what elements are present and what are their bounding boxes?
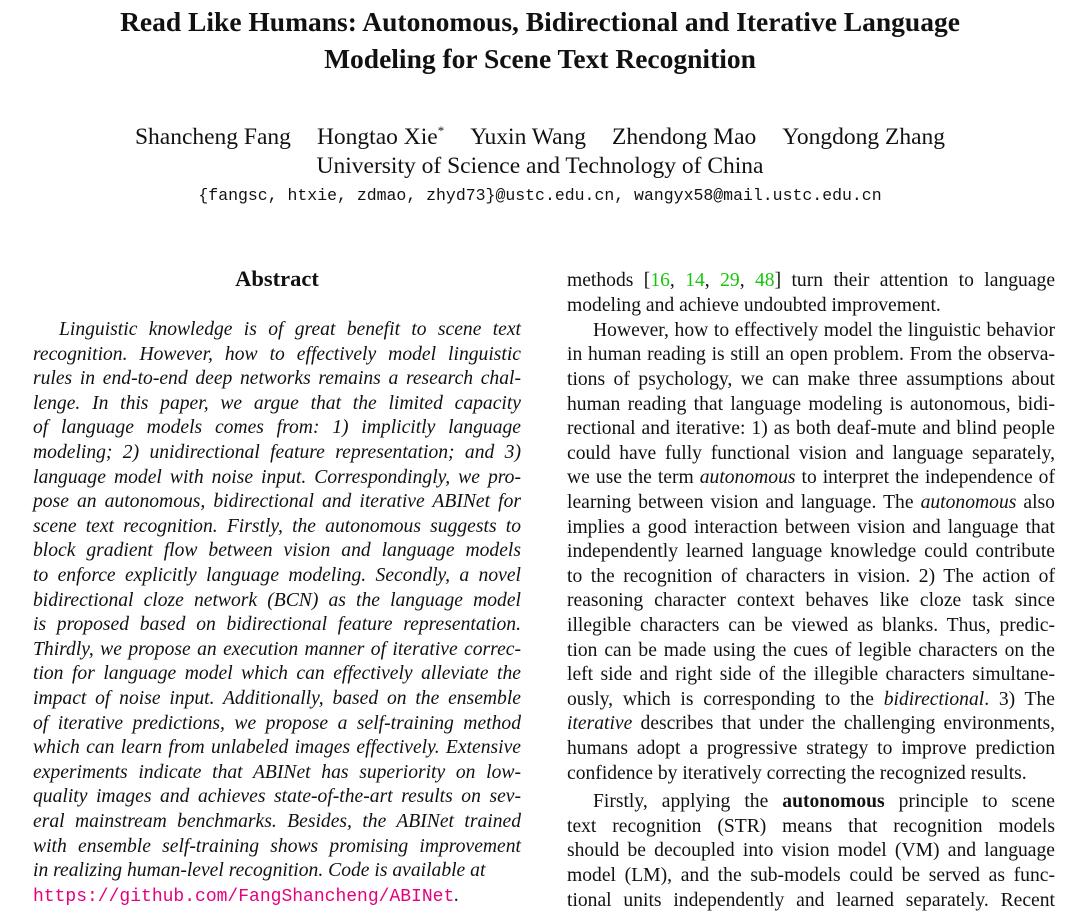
author-name: Shancheng Fang [134,124,291,150]
body-line: tion can be made using the cues of legible characters on the [567,639,1055,661]
body-line: implies a good interaction between vision and language that [567,516,1055,538]
abstract-line: recognition. However, how to effectively model linguistic [33,343,521,365]
citation-link[interactable]: 29 [720,270,740,291]
body-line [567,466,1055,491]
abstract-line: with ensemble self-training shows promising improvement [33,835,521,857]
body-line: humans adopt a progressive strategy to improve prediction [567,738,1055,759]
author-name: Yuxin Wang [470,124,587,150]
body-line: model (LM), and the sub-models could be served as func- [567,865,1055,886]
text-run: we use the term [567,467,700,489]
body-line: left side and right side of the illegible characters simultane- [567,664,1055,686]
citation-link[interactable]: 14 [685,270,705,291]
abstract-line: experiments indicate that ABINet has superiority on low- [33,761,521,783]
abstract-line: quality images and achieves state-of-the-art results on sev- [33,786,521,808]
text-run: learning between vision and language. The [567,492,921,513]
abstract-line: block gradient flow between vision and language models [33,540,521,562]
abstract-line: in realizing human-level recognition. Code is available at [33,860,486,882]
body-line: However, how to effectively model the linguistic behavior [593,319,1055,341]
bold-term: autonomous [782,791,885,813]
text-run: describes that under the challenging environments, [632,713,1055,735]
text-run: methods [ [567,270,651,291]
body-line: human reading that language modeling is autonomous, bidi- [567,393,1055,415]
abstract-line: scene text recognition. Firstly, the autonomous suggests to [33,515,521,537]
body-line: reasoning character context behaves like cloze task since [567,590,1055,612]
abstract-heading: Abstract [235,266,319,291]
text-run: . 3) The [984,688,1055,710]
body-line [567,712,1055,737]
body-line [567,790,1055,815]
abstract-line: Linguistic knowledge is of great benefit to scene text [59,319,521,340]
abstract-line: of language models comes from: 1) implicitly language [33,417,521,439]
abstract-line: eral mainstream benchmarks. Besides, the ABINet trained [33,811,521,832]
body-line: illegible characters can be viewed as blanks. Thus, predic- [567,615,1055,636]
body-line: in human reading is still an open problem. From the observa- [567,344,1055,366]
body-line: confidence by iteratively correcting the recognized results. [567,762,1027,784]
body-line: to the recognition of characters in vision. 2) The action of [567,565,1055,587]
abstract-line: is proposed based on bidirectional feature representation. [33,614,521,636]
emphasis-term: bidirectional [883,688,985,710]
body-line: tional units independently and learned separately. Recent [567,889,1055,911]
body-line: should be decoupled into vision model (VM) and language [567,840,1055,862]
author-name: Yongdong Zhang [782,124,946,150]
abstract-line [33,884,521,909]
citation-link[interactable]: 16 [650,270,670,291]
abstract-line: modeling; 2) unidirectional feature representation; and 3) [33,442,521,463]
body-line: independently learned language knowledge could contribute [567,541,1055,563]
body-line: tions of psychology, we can make three assumptions about [567,369,1055,390]
body-line [567,688,1055,713]
emphasis-term: autonomous [920,492,1017,513]
corresponding-mark: * [437,123,445,138]
affiliation: University of Science and Technology of China [316,153,764,179]
emphasis-term: autonomous [699,467,796,489]
body-line: could have fully functional vision and language separately, [567,442,1055,464]
abstract-line: to enforce explicitly language modeling. Secondly, a novel [33,565,521,586]
author-list [40,122,1040,152]
body-line: methods [16, 14, 29, 48] turn their attention to language [567,270,1056,291]
emphasis-term: iterative [567,713,633,735]
title-line-2: Modeling for Scene Text Recognition [324,43,756,74]
abstract-line: impact of noise input. Additionally, based on the ensemble [33,688,521,709]
author-name-corresponding [317,122,444,152]
abstract-line: language model with noise input. Correspondingly, we pro- [33,466,521,488]
code-url-link[interactable]: https://github.com/FangShancheng/ABINet [33,886,455,907]
abstract-line: which can learn from unlabeled images effectively. Extensive [33,737,521,759]
text-run: principle to scene [884,791,1055,813]
author-name: Hongtao Xie [316,124,438,150]
text-run: Firstly, applying the [593,791,783,813]
paper-title [40,3,1040,77]
url-period: . [454,884,460,906]
citation-link[interactable]: 48 [754,270,775,291]
abstract-line: tion for language model which can effectively alleviate the [33,663,521,685]
body-line [567,491,1055,516]
body-line: rectional and iterative: 1) as both deaf-mute and blind people [567,418,1055,440]
abstract-line: Thirdly, we propose an execution manner of iterative correc- [33,638,521,660]
abstract-line: lenge. In this paper, we argue that the limited capacity [33,392,521,414]
author-emails: {fangsc, htxie, zdmao, zhyd73}@ustc.edu.cn, wangyx58@mail.ustc.edu.cn [198,186,882,205]
body-line: text recognition (STR) means that recognition models [567,815,1055,837]
text-run: ously, which is corresponding to the [567,688,884,710]
abstract-line: of iterative predictions, we propose a self-training method [33,712,521,734]
title-line-1: Read Like Humans: Autonomous, Bidirectional and Iterative Language [120,6,960,37]
abstract-line: bidirectional cloze network (BCN) as the language model [33,589,521,611]
author-name: Zhendong Mao [612,124,757,150]
abstract-line: pose an autonomous, bidirectional and iterative ABINet for [33,491,521,513]
abstract-line: rules in end-to-end deep networks remains a research chal- [33,368,521,390]
body-line: modeling and achieve undoubted improvement. [567,294,941,316]
text-run: also [1016,492,1055,513]
text-run: ] turn their attention to language [774,270,1056,291]
text-run: to interpret the independence of [795,467,1055,489]
